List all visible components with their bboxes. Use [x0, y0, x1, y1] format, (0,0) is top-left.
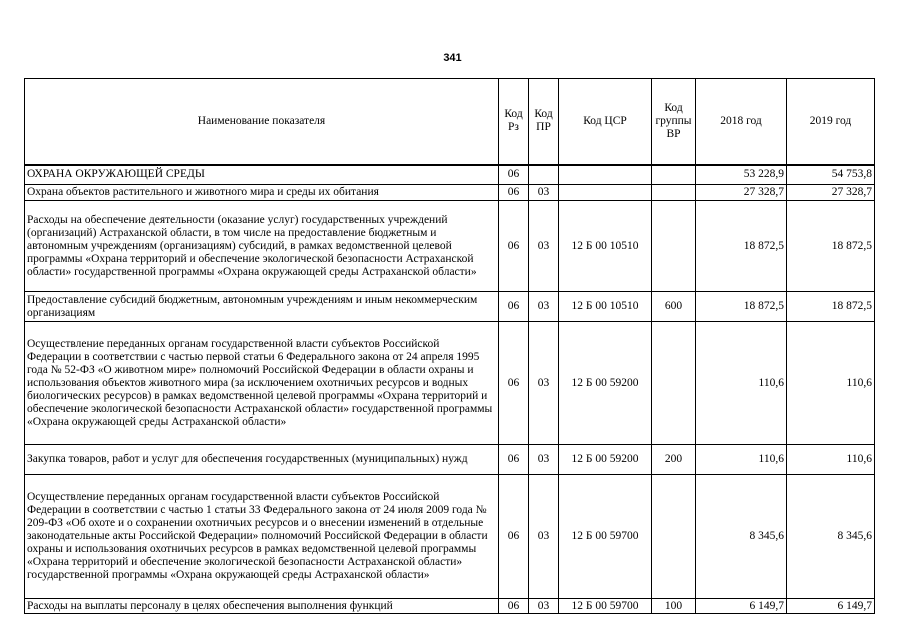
row-2018: 53 228,9: [696, 165, 787, 185]
table-row: [25, 475, 875, 599]
row-rz: 06: [499, 185, 529, 201]
header-rz: Код Рз: [499, 79, 529, 165]
row-vr: 100: [652, 599, 696, 614]
row-name: Предоставление субсидий бюджетным, автономным учреждениям и иным некоммерческим организациям: [25, 292, 499, 322]
row-vr: [652, 322, 696, 445]
row-rz: 06: [499, 445, 529, 475]
row-name: ОХРАНА ОКРУЖАЮЩЕЙ СРЕДЫ: [25, 165, 499, 185]
header-pr: Код ПР: [529, 79, 559, 165]
page-number: 341: [443, 52, 462, 64]
row-name: Осуществление переданных органам государственной власти субъектов Российской Федерации в соответствии с частью 1 статьи 33 Федерального закона от 24 июля 2009 года № 209-ФЗ «Об охоте и о сохранении охотничьих ресурсов и о внесении изменений в отдельные законодательные акты Российской Федерации» полномочий Российской Федерации в области охраны и использования охотничьих ресурсов в рамках ведомственной целевой программы «Охрана территорий и обеспечение экологической безопасности Астраханской области» государственной программы «Охрана окружающей среды Астраханской области»: [25, 475, 499, 599]
row-vr: [652, 201, 696, 292]
table-row: [25, 165, 875, 185]
table-row: [25, 185, 875, 201]
row-name: Закупка товаров, работ и услуг для обеспечения государственных (муниципальных) нужд: [25, 445, 499, 475]
row-name: Охрана объектов растительного и животного мира и среды их обитания: [25, 185, 499, 201]
row-rz: 06: [499, 322, 529, 445]
row-pr: [529, 165, 559, 185]
row-csr: 12 Б 00 10510: [559, 292, 652, 322]
header-vr: Код группы ВР: [652, 79, 696, 165]
budget-table: [24, 78, 875, 614]
row-name: Осуществление переданных органам государственной власти субъектов Российской Федерации в соответствии с частью первой статьи 6 Федерального закона от 24 апреля 1995 года № 52-ФЗ «О животном мире» полномочий Российской Федерации в области охраны и использования объектов животного мира (за исключением охотничьих ресурсов и водных биологических ресурсов) в рамках ведомственной целевой программы «Охрана территорий и обеспечение экологической безопасности Астраханской области» государственной программы «Охрана окружающей среды Астраханской области»: [25, 322, 499, 445]
table-row: [25, 322, 875, 445]
row-pr: 03: [529, 185, 559, 201]
table-row: [25, 201, 875, 292]
row-vr: [652, 475, 696, 599]
row-2019: 110,6: [787, 322, 875, 445]
row-rz: 06: [499, 475, 529, 599]
row-2019: 54 753,8: [787, 165, 875, 185]
row-csr: 12 Б 00 59200: [559, 445, 652, 475]
row-vr: 600: [652, 292, 696, 322]
row-2018: 27 328,7: [696, 185, 787, 201]
row-rz: 06: [499, 292, 529, 322]
row-rz: 06: [499, 599, 529, 614]
row-2019: 110,6: [787, 445, 875, 475]
row-csr: [559, 165, 652, 185]
row-pr: 03: [529, 322, 559, 445]
row-pr: 03: [529, 292, 559, 322]
table-header-row: [25, 79, 875, 165]
table-row: [25, 445, 875, 475]
row-csr: 12 Б 00 59700: [559, 599, 652, 614]
header-name: Наименование показателя: [25, 79, 499, 165]
row-vr: [652, 185, 696, 201]
row-pr: 03: [529, 599, 559, 614]
row-2019: 8 345,6: [787, 475, 875, 599]
header-csr: Код ЦСР: [559, 79, 652, 165]
row-vr: [652, 165, 696, 185]
row-2018: 110,6: [696, 445, 787, 475]
table-row: [25, 292, 875, 322]
row-2019: 27 328,7: [787, 185, 875, 201]
row-2018: 6 149,7: [696, 599, 787, 614]
table-row: [25, 599, 875, 614]
row-vr: 200: [652, 445, 696, 475]
row-2019: 18 872,5: [787, 292, 875, 322]
row-rz: 06: [499, 201, 529, 292]
row-rz: 06: [499, 165, 529, 185]
row-name: Расходы на обеспечение деятельности (оказание услуг) государственных учреждений (организаций) Астраханской области, в том числе на предоставление бюджетным и автономным учреждениям (организациям) субсидий, в рамках ведомственной целевой программы «Охрана территорий и обеспечение экологической безопасности Астраханской области» государственной программы «Охрана окружающей среды Астраханской области»: [25, 201, 499, 292]
row-pr: 03: [529, 201, 559, 292]
row-name: Расходы на выплаты персоналу в целях обеспечения выполнения функций: [25, 599, 499, 614]
row-pr: 03: [529, 445, 559, 475]
row-csr: [559, 185, 652, 201]
row-2018: 110,6: [696, 322, 787, 445]
row-csr: 12 Б 00 10510: [559, 201, 652, 292]
row-2018: 18 872,5: [696, 292, 787, 322]
row-csr: 12 Б 00 59200: [559, 322, 652, 445]
row-csr: 12 Б 00 59700: [559, 475, 652, 599]
row-2019: 18 872,5: [787, 201, 875, 292]
row-2019: 6 149,7: [787, 599, 875, 614]
row-2018: 8 345,6: [696, 475, 787, 599]
header-2018: 2018 год: [696, 79, 787, 165]
header-2019: 2019 год: [787, 79, 875, 165]
row-2018: 18 872,5: [696, 201, 787, 292]
row-pr: 03: [529, 475, 559, 599]
